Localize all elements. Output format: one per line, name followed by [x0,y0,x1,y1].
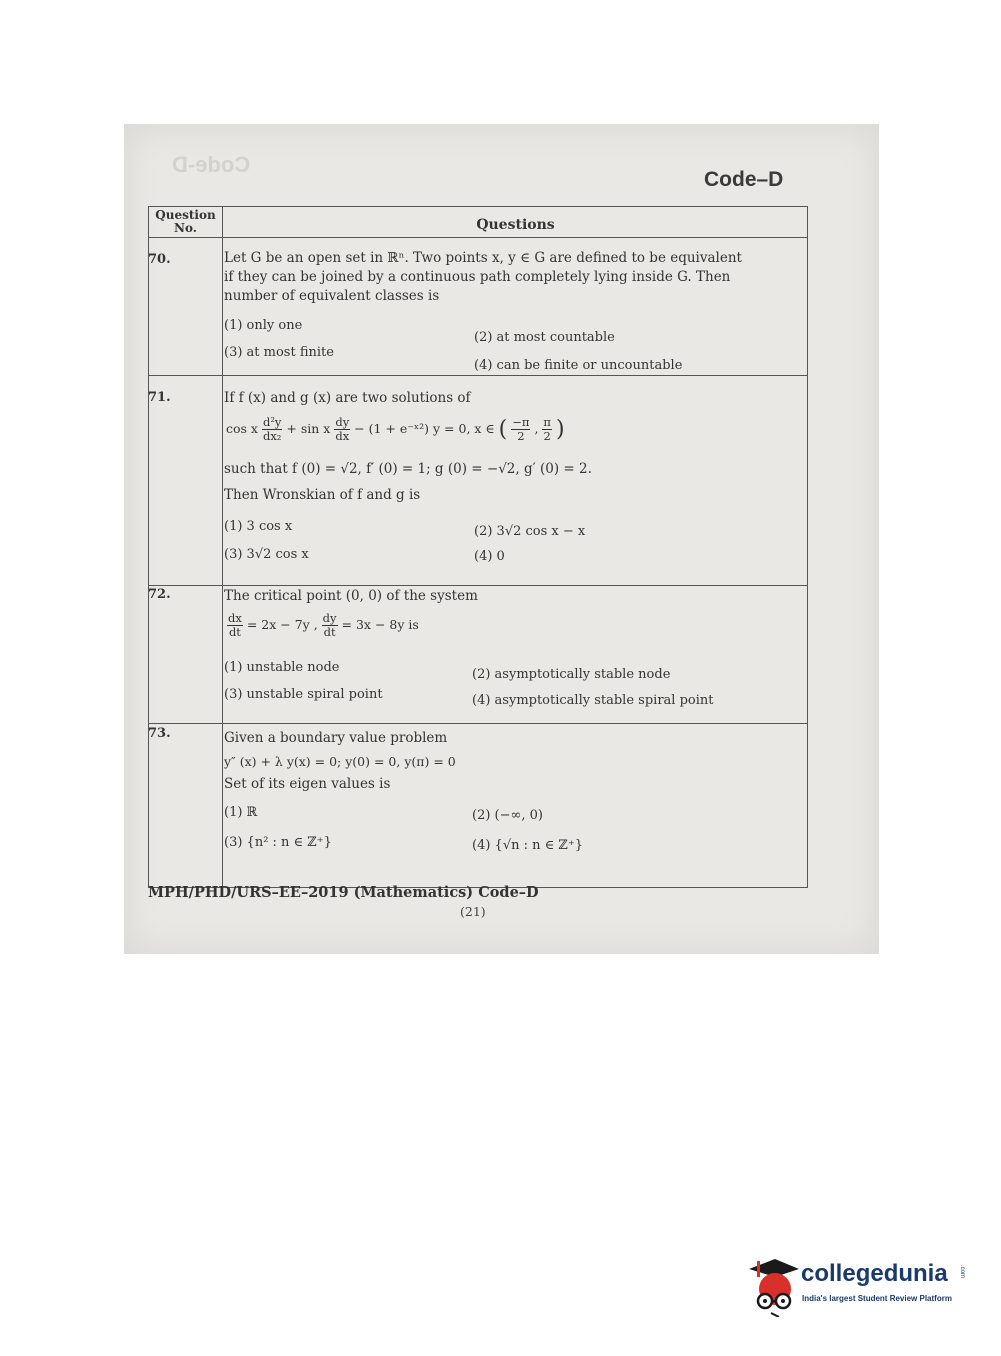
fraction: $\frac{\text{d²y}}{\text{dx₂}}$ [262,415,282,443]
question-text-70: Let G be an open set in ℝⁿ. Two points x, y ∈ G are defined to be equivalent if they can be joined by a continuous path completely lying inside G. Then number of equivalent classes is [224,250,742,304]
collegedunia-logo [745,1255,975,1320]
option-71-2: (2) 3√2 cos x − x [474,524,586,539]
page-number: (21) [460,904,486,919]
condition-71: such that f (0) = √2, f′ (0) = 1; g (0) = −√2, g′ (0) = 2. [224,461,592,477]
paper-code: Code–D [704,168,784,191]
option-72-3: (3) unstable spiral point [224,687,383,702]
scanned-page-photo [124,124,879,954]
option-70-1: (1) only one [224,318,303,333]
bleed-through-text: Code-D [172,152,251,177]
question-71: Then Wronskian of f and g is [224,487,421,503]
question-intro-72: The critical point (0, 0) of the system [224,588,478,604]
logo-domain-suffix: .com [959,1265,965,1279]
logo-tagline: India's largest Student Review Platform [802,1294,952,1303]
fraction: $\frac{dy}{dt}$ [322,611,337,639]
option-70-4: (4) can be finite or uncountable [474,358,683,373]
fraction: $\frac{dy}{dx}$ [335,415,350,443]
option-71-3: (3) 3√2 cos x [224,547,309,562]
option-70-3: (3) at most finite [224,345,334,360]
row-divider [149,237,807,238]
option-73-1: (1) ℝ [224,805,258,820]
fraction: $\frac{dx}{dt}$ [228,611,242,639]
system-equation-72: $\frac{dx}{dt}$ = 2x − 7y , $\frac{dy}{dt}$ = 3x − 8y is [228,611,419,639]
fraction: $\frac{-\pi}{2}$ [512,415,530,443]
row-divider [149,375,807,376]
header-question-no: Question No. [155,208,216,235]
column-divider [222,207,223,887]
option-72-1: (1) unstable node [224,660,340,675]
header-questions: Questions [476,217,555,233]
question-number-70: 70. [148,252,171,267]
fraction: $\frac{\pi}{2}$ [543,415,551,443]
question-text-73: Given a boundary value problem y″ (x) + λ y(x) = 0; y(0) = 0, y(π) = 0 Set of its eigen values is [224,730,456,792]
row-divider [149,585,807,586]
option-71-4: (4) 0 [474,549,505,564]
option-73-4: (4) {√n : n ∈ ℤ⁺} [472,838,584,853]
option-73-3: (3) {n² : n ∈ ℤ⁺} [224,835,332,850]
question-intro-71: If f (x) and g (x) are two solutions of [224,390,471,406]
differential-equation-71: cos x $\frac{\text{d²y}}{\text{dx₂}}$ + sin x $\frac{dy}{dx}$ − (1 + e⁻ˣ²) y = 0, x ∈ ( $\frac{-\pi}{2}$ , $\frac{\pi}{2}$ ) [226,415,565,443]
option-72-2: (2) asymptotically stable node [472,667,671,682]
row-divider [149,723,807,724]
logo-wordmark: collegedunia [801,1260,948,1287]
student-mascot-icon [745,1255,801,1317]
question-number-72: 72. [148,587,171,602]
question-number-73: 73. [148,726,171,741]
option-70-2: (2) at most countable [474,330,615,345]
option-72-4: (4) asymptotically stable spiral point [472,693,714,708]
option-71-1: (1) 3 cos x [224,519,293,534]
exam-footer: MPH/PHD/URS–EE–2019 (Mathematics) Code–D [148,884,539,901]
option-73-2: (2) (−∞, 0) [472,808,543,823]
question-number-71: 71. [148,390,171,405]
